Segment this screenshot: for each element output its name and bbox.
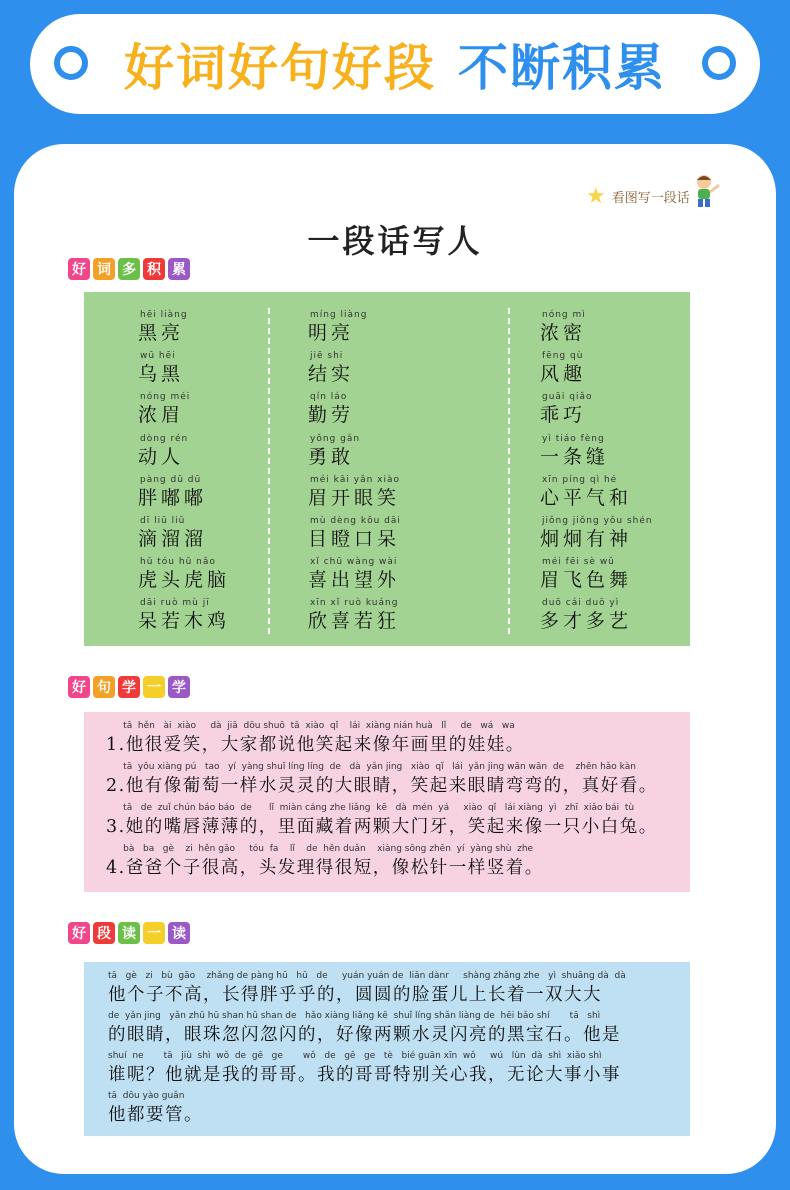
pinyin: jiē shi — [310, 351, 344, 362]
hanzi: 欣喜若狂 — [308, 610, 401, 633]
pinyin: pàng dū dū — [140, 474, 202, 485]
badge-char: 积 — [143, 258, 165, 280]
child-illustration-icon — [686, 172, 722, 208]
word-item — [540, 390, 653, 431]
pinyin: yì tiáo fèng — [542, 433, 605, 444]
pinyin: méi kāi yǎn xiào — [310, 474, 401, 485]
sentence-item — [106, 802, 690, 839]
pinyin: fēng qù — [542, 351, 584, 362]
pinyin: xīn xǐ ruò kuáng — [310, 598, 399, 609]
word-item — [540, 473, 653, 514]
word-item — [138, 432, 230, 473]
word-item — [308, 308, 401, 349]
badge-char: 句 — [93, 676, 115, 698]
word-item — [540, 349, 653, 390]
hanzi: 明亮 — [308, 322, 355, 344]
badge-char: 学 — [168, 676, 190, 698]
content-card — [14, 144, 776, 1174]
paragraph-text: 他都要管。 — [108, 1105, 203, 1125]
paragraph-line — [108, 1010, 690, 1047]
badge-char: 读 — [118, 922, 140, 944]
hanzi: 浓眉 — [138, 404, 185, 427]
word-item — [308, 514, 401, 555]
sentence-item — [106, 761, 690, 798]
pinyin: hēi liàng — [140, 310, 188, 320]
sentence-item — [106, 843, 690, 880]
paragraph-text: 的眼睛，眼珠忽闪忽闪的，好像两颗水灵闪亮的黑宝石。他是 — [108, 1025, 621, 1045]
hanzi: 多才多艺 — [540, 610, 633, 633]
word-column-3 — [540, 308, 653, 638]
word-item — [540, 555, 653, 596]
badge-char: 段 — [93, 922, 115, 944]
badge-char: 读 — [168, 922, 190, 944]
tag-label: 看图写一段话 — [611, 191, 690, 206]
badge-char: 词 — [93, 258, 115, 280]
badge-char: 好 — [68, 676, 90, 698]
word-item — [138, 596, 230, 637]
pinyin: shuí ne tā jiù shì wǒ de gē ge wǒ de gē ge tè bié guān xīn wǒ wú lùn dà shì xiǎo shì — [108, 1051, 602, 1061]
section-badge-sentences — [68, 676, 190, 698]
pinyin: nóng méi — [140, 392, 191, 403]
pinyin: xǐ chū wàng wài — [310, 557, 398, 568]
badge-char: 一 — [143, 676, 165, 698]
pinyin: jiǒng jiǒng yǒu shén — [542, 515, 653, 526]
pinyin: bà ba gè zi hěn gāo tóu fa lǐ de hěn duǎn xiàng sōng zhēn yí yàng shù zhe — [106, 844, 534, 854]
sentence-item — [106, 720, 690, 757]
word-item — [540, 596, 653, 637]
sentence-text: 1.他很爱笑，大家都说他笑起来像年画里的娃娃。 — [106, 735, 525, 755]
section-badge-words — [68, 258, 190, 280]
word-column-2 — [308, 308, 401, 638]
hanzi: 炯炯有神 — [540, 527, 633, 550]
paragraph-line — [108, 1090, 690, 1127]
hanzi: 黑亮 — [138, 322, 185, 344]
word-item — [308, 349, 401, 390]
paragraph-text: 谁呢？他就是我的哥哥。我的哥哥特别关心我，无论大事小事 — [108, 1065, 621, 1085]
sentence-text: 2.他有像葡萄一样水灵灵的大眼睛，笑起来眼睛弯弯的，真好看。 — [106, 776, 658, 796]
hanzi: 胖嘟嘟 — [138, 486, 208, 509]
column-divider — [268, 308, 270, 634]
pinyin: de yǎn jing yǎn zhū hū shan hū shan de hǎo xiàng liǎng kē shuǐ líng shǎn liàng de hēi bǎo shí tā shì — [108, 1011, 601, 1021]
paragraph-line — [108, 970, 690, 1007]
pinyin: mù dèng kǒu dāi — [310, 515, 401, 526]
paragraph-body — [84, 962, 690, 1127]
word-item — [138, 390, 230, 431]
pinyin: nóng mì — [542, 310, 586, 320]
banner-title — [124, 28, 666, 100]
badge-char: 好 — [68, 922, 90, 944]
pinyin: tā dōu yào guǎn — [108, 1091, 185, 1101]
word-item — [308, 555, 401, 596]
pinyin: tā de zuǐ chún báo báo de lǐ miàn cáng zhe liǎng kē dà mén yá xiào qǐ lái xiàng yì zhī xiǎo bái tù — [106, 803, 635, 813]
sentence-text: 3.她的嘴唇薄薄的，里面藏着两颗大门牙，笑起来像一只小白兔。 — [106, 817, 658, 837]
hanzi: 乖巧 — [540, 404, 587, 427]
pinyin: xīn píng qì hé — [542, 474, 618, 485]
hanzi: 勇敢 — [308, 445, 355, 468]
pinyin: wū hēi — [140, 351, 176, 362]
word-panel — [84, 292, 690, 646]
hanzi: 风趣 — [540, 363, 587, 386]
paragraph-panel — [84, 962, 690, 1136]
pinyin: tā gè zi bù gāo zhǎng de pàng hū hū de yuán yuán de liǎn dànr shàng zhǎng zhe yì shuāng dà dà — [108, 971, 626, 981]
badge-char: 多 — [118, 258, 140, 280]
hanzi: 眉开眼笑 — [308, 486, 401, 509]
page-title: 一段话写人 — [307, 222, 483, 260]
pinyin: yǒng gǎn — [310, 433, 361, 444]
star-icon: ★ — [586, 184, 606, 209]
word-item — [308, 473, 401, 514]
hanzi: 一条缝 — [540, 445, 610, 468]
pinyin: duō cái duō yì — [542, 598, 620, 609]
word-item — [540, 514, 653, 555]
picture-writing-tag — [586, 184, 690, 209]
word-column-1 — [138, 308, 230, 638]
word-item — [138, 308, 230, 349]
column-divider — [508, 308, 510, 634]
word-item — [540, 432, 653, 473]
hanzi: 乌黑 — [138, 363, 185, 386]
hanzi: 心平气和 — [540, 486, 633, 509]
sentence-text: 4.爸爸个子很高，头发理得很短，像松针一样竖着。 — [106, 858, 544, 878]
header-banner — [30, 14, 760, 114]
word-item — [308, 390, 401, 431]
pinyin: dī liū liū — [140, 515, 186, 526]
hanzi: 结实 — [308, 363, 355, 386]
pinyin: míng liàng — [310, 310, 368, 320]
word-item — [138, 555, 230, 596]
hanzi: 滴溜溜 — [138, 527, 208, 550]
pinyin: dāi ruò mù jī — [140, 598, 210, 609]
pinyin: tā hěn ài xiào dà jiā dōu shuō tā xiào qǐ lái xiàng nián huà lǐ de wá wa — [106, 721, 515, 731]
section-badge-paragraph — [68, 922, 190, 944]
circle-icon — [54, 46, 88, 80]
hanzi: 喜出望外 — [308, 569, 401, 592]
word-item — [308, 432, 401, 473]
word-item — [540, 308, 653, 349]
hanzi: 动人 — [138, 445, 185, 468]
badge-char: 学 — [118, 676, 140, 698]
pinyin: tā yǒu xiàng pú tao yí yàng shuǐ líng líng de dà yǎn jing xiào qǐ lái yǎn jing wān wān de zhēn hǎo kàn — [106, 762, 636, 772]
badge-char: 好 — [68, 258, 90, 280]
pinyin: hǔ tóu hǔ nǎo — [140, 557, 216, 568]
word-item — [138, 473, 230, 514]
sentence-list — [84, 712, 690, 880]
badge-char: 一 — [143, 922, 165, 944]
word-item — [138, 349, 230, 390]
pinyin: guāi qiǎo — [542, 392, 593, 403]
paragraph-text: 他个子不高，长得胖乎乎的，圆圆的脸蛋儿上长着一双大大 — [108, 985, 602, 1005]
paragraph-line — [108, 1050, 690, 1087]
hanzi: 浓密 — [540, 322, 587, 344]
word-item — [138, 514, 230, 555]
hanzi: 虎头虎脑 — [138, 569, 231, 592]
word-item — [308, 596, 401, 637]
pinyin: méi fēi sè wǔ — [542, 557, 615, 568]
sentence-panel — [84, 712, 690, 892]
pinyin: dòng rén — [140, 433, 189, 444]
hanzi: 呆若木鸡 — [138, 610, 231, 633]
pinyin: qín láo — [310, 392, 348, 403]
circle-icon — [702, 46, 736, 80]
banner-text-2: 不断积累 — [458, 39, 666, 97]
hanzi: 眉飞色舞 — [540, 569, 633, 592]
banner-text-1: 好词好句好段 — [124, 39, 436, 97]
hanzi: 勤劳 — [308, 404, 355, 427]
badge-char: 累 — [168, 258, 190, 280]
hanzi: 目瞪口呆 — [308, 527, 401, 550]
